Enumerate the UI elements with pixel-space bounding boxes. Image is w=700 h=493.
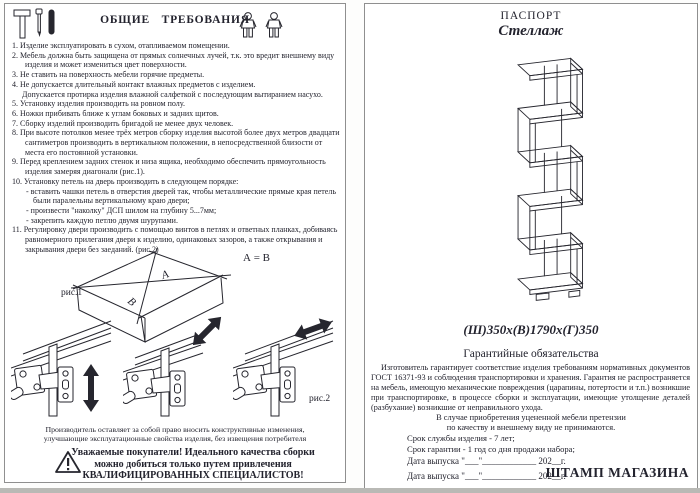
requirement-item-continuation: Допускается протирка изделия влажной салфеткой с последующим вытиранием насухо. [22, 89, 323, 99]
diagonal-equation: А = В [243, 252, 270, 264]
product-dimensions: (Ш)350х(В)1790х(Г)350 [463, 322, 599, 337]
shelf-unit-drawing [489, 48, 607, 314]
requirements-list [12, 41, 340, 254]
product-name: Стеллаж [498, 23, 564, 39]
requirement-item: 11. Регулировку двери производить с помощью винтов в петлях и ответных планках, добиваясь равномерного прилегания двери к изделию, одинаковых зазоров, а также открывания и закрывания двери без заеданий. (рис.2) [12, 225, 338, 254]
hinge-diagonal-adjust-diagram [123, 312, 225, 420]
requirement-item: 4. Не допускается длительный контакт влажных предметов с изделием. [12, 79, 256, 89]
requirement-item: 1. Изделие эксплуатировать в сухом, отапливаемом помещении. [12, 41, 230, 50]
warning-line2: можно добиться только путем привлечения [94, 458, 292, 470]
requirement-subitem: - закрепить каждую петлю двумя шурупами. [26, 215, 178, 225]
two-assemblers-icon [237, 11, 293, 41]
warranty-text: Изготовитель гарантирует соответствие изделия требованиям нормативных документов ГОСТ 16371-93 и соблюдения транспортировки и хранения. Гарантия не распространяется на мебель, имеющую механические повреждения (царапины, потертости и т.п.) возникшие при транспортировке, в процессе сборки и эксплуатации, имеющие утолщение деталей (разбухание) возникшие от неправильного ухода. [371, 363, 690, 412]
requirement-item: 3. Не ставить на поверхность мебели горячие предметы. [12, 70, 205, 80]
requirement-item: 10. Установку петель на дверь производить в следующем порядке: [12, 176, 239, 186]
requirement-subitem: - вставить чашки петель в отверстия дверей так, чтобы металлические прямые края петель были паралельны вертикальному краю двери; [26, 186, 336, 206]
panel-title: ОБЩИЕ ТРЕБОВАНИЯ [100, 14, 250, 26]
warranty-period: Срок гарантии - 1 год со дня продажи набора; [407, 444, 575, 454]
requirement-item: 5. Установку изделия производить на ровном полу. [12, 99, 185, 109]
diagonal-a-label: А [159, 268, 171, 282]
warning-line3: КВАЛИФИЦИРОВАННЫХ СПЕЦИАЛИСТОВ! [82, 470, 304, 481]
vertical-double-arrow [83, 364, 99, 412]
passport-panel [364, 3, 698, 489]
service-life: Срок службы изделия - 7 лет; [407, 433, 515, 443]
figure2-label: рис.2 [309, 394, 331, 404]
diagonal-double-arrow [187, 312, 225, 351]
discount-note-line2: по качеству и внешнему виду не принимаются. [446, 423, 616, 432]
figure1-label: рис.1 [61, 288, 83, 298]
requirement-item: 6. Ножки прибивать ближе к углам боковых и задних щитов. [12, 108, 219, 118]
release-date-line: Дата выпуска "___"____________ 202__г. [407, 471, 566, 481]
requirement-item: 9. Перед креплением задних стенок и низа ящика, необходимо обеспечить прямоугольность изделия замеряя диагонали (рис.1). [12, 157, 326, 177]
requirement-item: 7. Сборку изделий производить бригадой не менее двух человек. [12, 118, 234, 128]
store-stamp-label: ШТАМП МАГАЗИНА [545, 465, 689, 480]
release-date-line: Дата выпуска "___"____________ 202__г. [407, 456, 566, 466]
discount-note-line1: В случае приобретения уцененной мебели претензии [436, 413, 626, 422]
customer-warning [47, 447, 339, 482]
producer-note-line1: Производитель оставляет за собой право вносить конструктивные изменения, [45, 425, 305, 434]
producer-note-line2: улучшающие эксплуатационные свойства изделия, без извещения потребителя [43, 434, 307, 444]
warning-line1: Уважаемые покупатели! Идеального качества сборки [71, 447, 315, 458]
diagonal-b-label: В [124, 295, 139, 309]
hinge-vertical-adjust-diagram [11, 312, 113, 420]
producer-note [5, 425, 345, 443]
requirement-item: 8. При высоте потолков менее трёх метров сборку изделия высотой более двух метров двадцати сантиметров производить в вертикальном положении, в непосредственной близости от места его постоянной установки. [12, 128, 340, 157]
requirement-subitem: - произвести "наколку" ДСП шилом на глубину 5...7мм; [26, 205, 217, 215]
requirement-item: 2. Мебель должна быть защищена от прямых солнечных лучей, т.к. это вредит внешнему виду изделия и может измениться цвет поверхности. [12, 50, 335, 70]
document-type: ПАСПОРТ [500, 10, 562, 22]
horizontal-double-arrow [291, 315, 334, 344]
general-requirements-panel [4, 3, 346, 483]
scan-edge-shadow [0, 488, 700, 493]
warranty-title: Гарантийные обязательства [463, 348, 599, 360]
